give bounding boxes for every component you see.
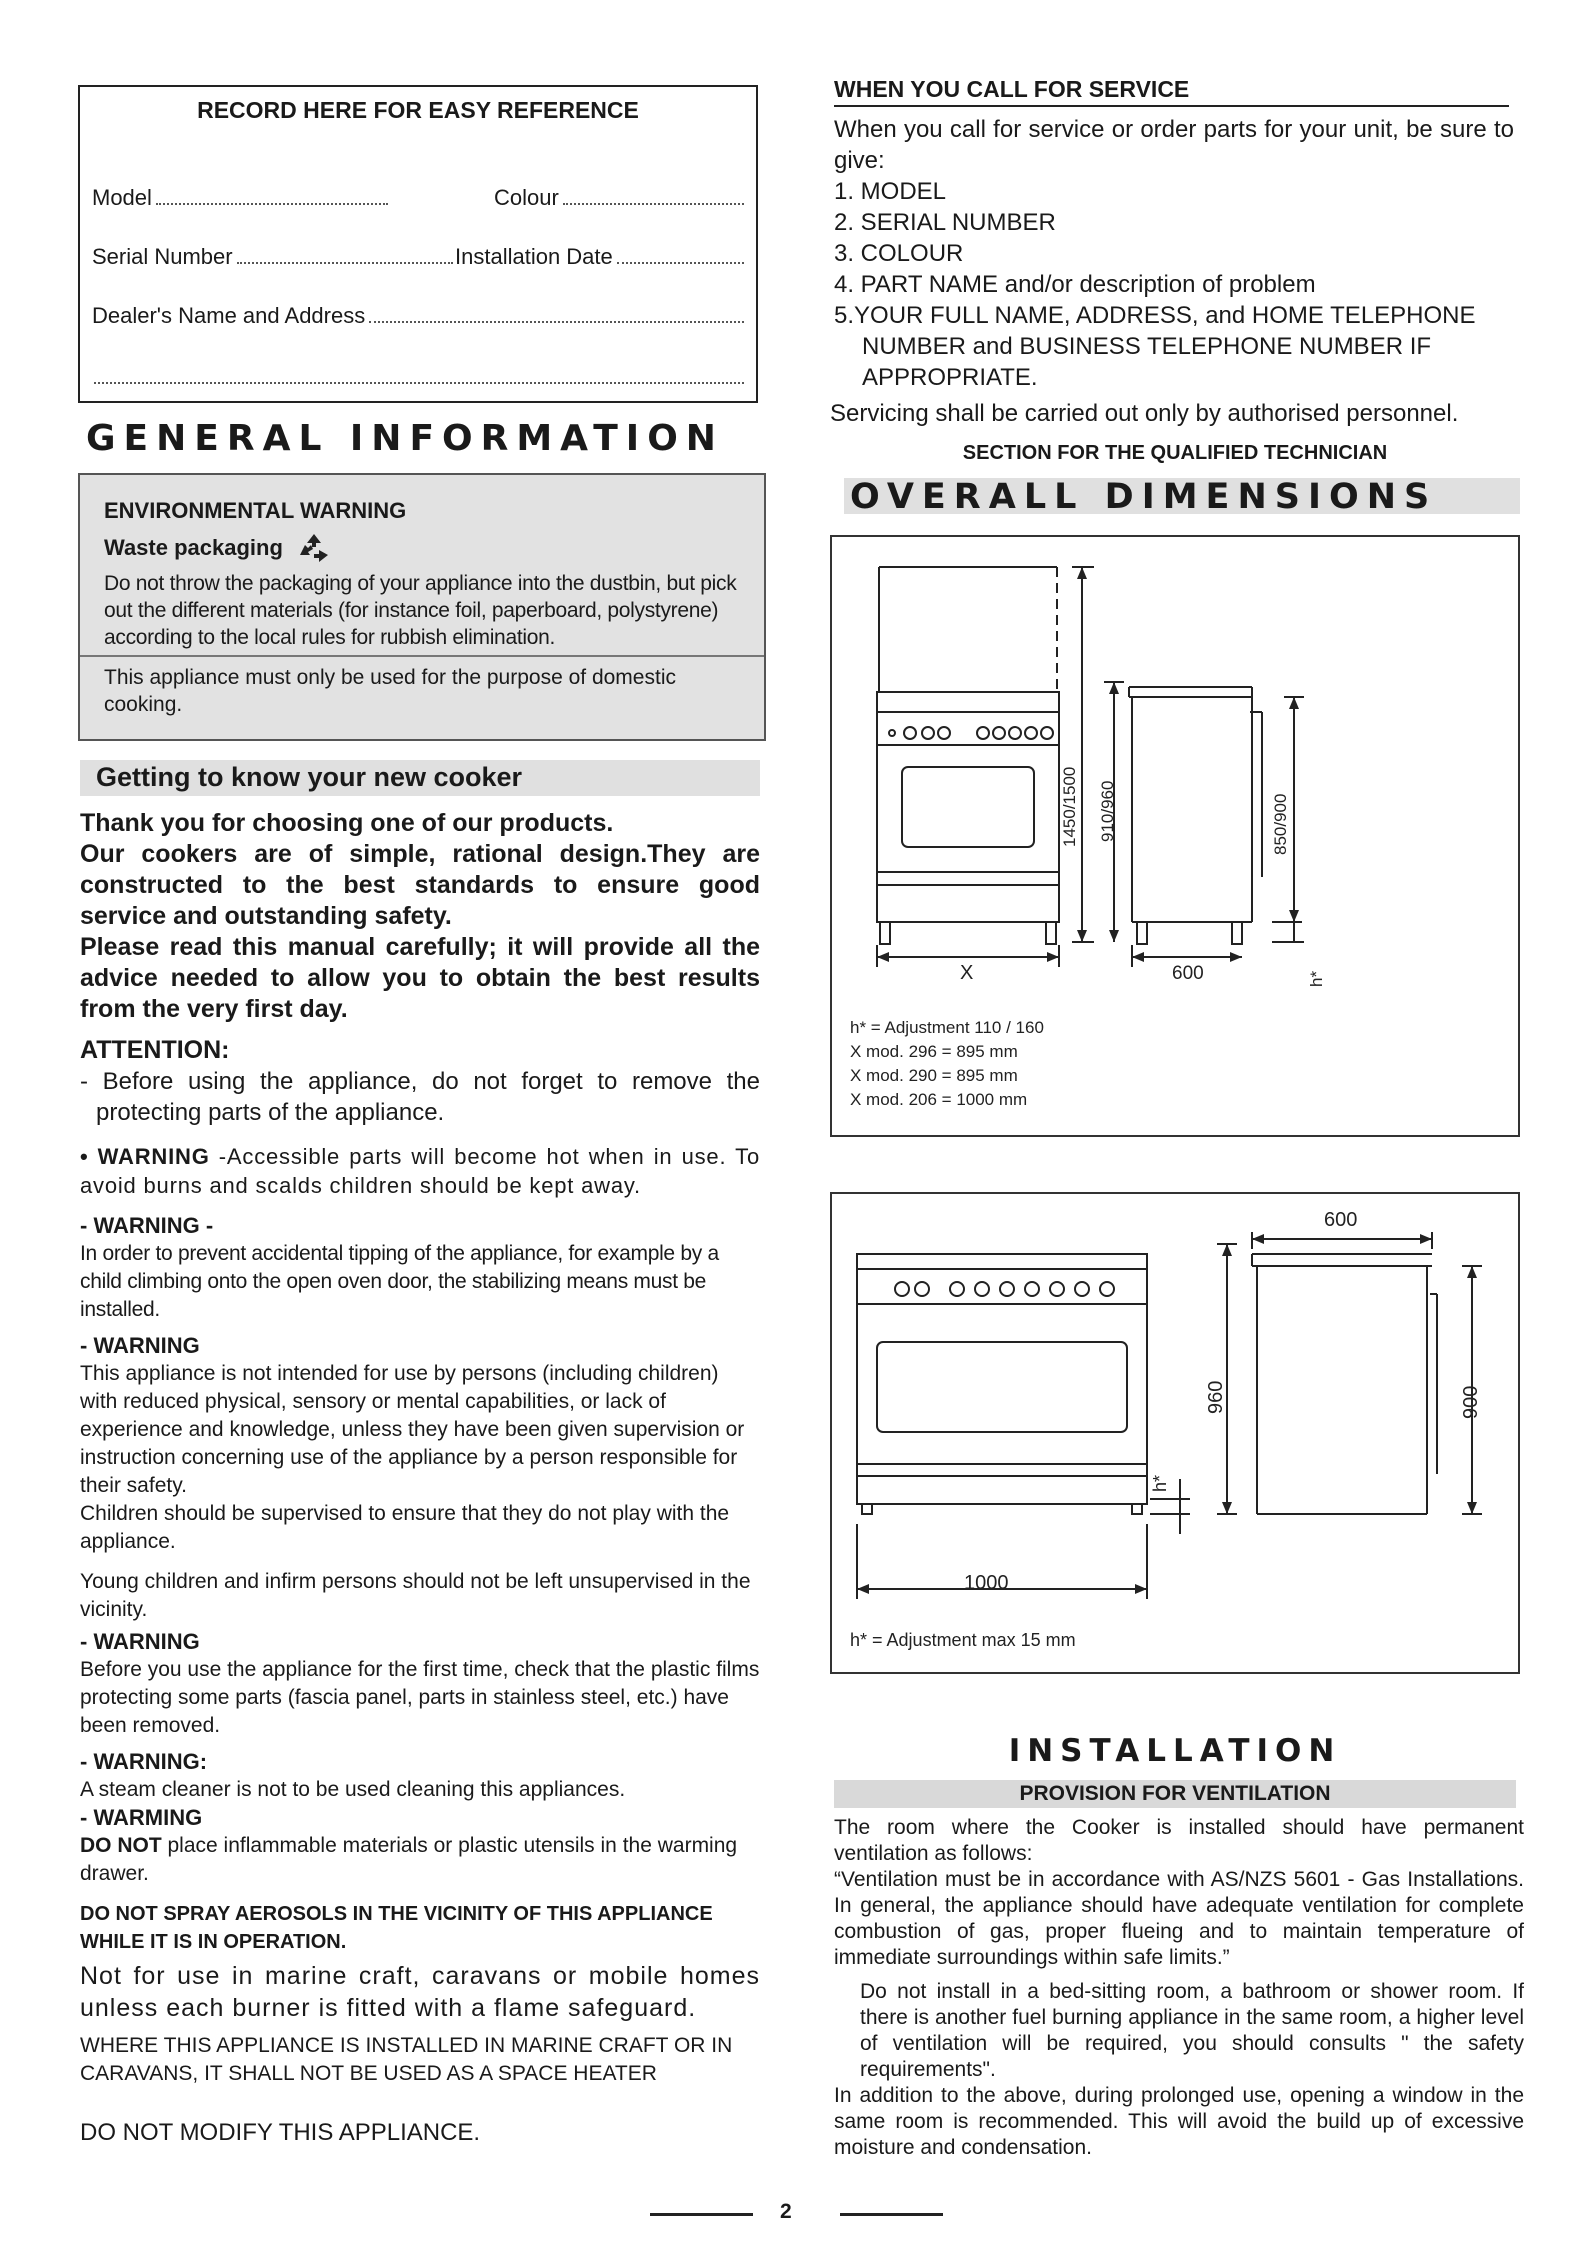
general-info-heading: GENERAL INFORMATION: [86, 418, 724, 459]
service-intro: When you call for service or order parts for your unit, be sure to give:: [834, 116, 1514, 174]
warning-films-text: Before you use the appliance for the first time, check that the plastic films protecting some parts (fascia panel, parts in stainless steel, etc.) have been removed.: [80, 1658, 760, 1737]
dealer-label: Dealer's Name and Address: [92, 303, 366, 328]
service-heading: WHEN YOU CALL FOR SERVICE: [834, 76, 1509, 107]
colour-field[interactable]: [563, 203, 744, 205]
warning-steam-title: - WARNING:: [80, 1749, 208, 1774]
warming-text: [80, 1832, 760, 1888]
warming-text-rest: place inflammable materials or plastic utensils in the warming drawer.: [80, 1834, 738, 1885]
service-item-3: 3. COLOUR: [834, 240, 964, 267]
footer-rule-right: [840, 2213, 943, 2216]
ventilation-p1: The room where the Cooker is installed should have permanent ventilation as follows:: [834, 1816, 1524, 1865]
dim-depth-label: 600: [1172, 963, 1204, 984]
warning-persons-title: - WARNING: [80, 1333, 200, 1358]
dealer-field[interactable]: [369, 321, 744, 323]
record-title: RECORD HERE FOR EASY REFERENCE: [197, 97, 639, 123]
marine-warning: Not for use in marine craft, caravans or mobile homes unless each burner is fitted with a flame safeguard.: [80, 1962, 760, 2022]
warming-title: - WARMING: [80, 1805, 203, 1830]
waste-title: Waste packaging: [104, 535, 283, 560]
colour-label: Colour: [494, 185, 559, 210]
service-body: [834, 114, 1514, 393]
service-item-4: 4. PART NAME and/or description of problem: [834, 271, 1316, 298]
page-number: 2: [780, 2200, 792, 2223]
do-not-modify: DO NOT MODIFY THIS APPLIANCE.: [80, 2119, 481, 2146]
marine-space-heater: WHERE THIS APPLIANCE IS INSTALLED IN MARINE CRAFT OR IN CARAVANS, IT SHALL NOT BE USED AS A SPACE HEATER: [80, 2034, 733, 2085]
environmental-box: [78, 473, 766, 741]
warning-tipping-title: - WARNING -: [80, 1213, 214, 1238]
ventilation-p3: Do not install in a bed-sitting room, a bathroom or shower room. If there is another fuel burning appliance in the same room, a higher level of ventilation will be required, you should consults " the safety requirements".: [860, 1980, 1524, 2081]
young-children-text: Young children and infirm persons should not be left unsupervised in the vicinity.: [80, 1570, 751, 1621]
note-line-1: h* = Adjustment 110 / 160: [850, 1018, 1044, 1037]
warning-accessible-text: -Accessible parts will become hot when in use. To avoid burns and scalds children should be kept away.: [80, 1144, 760, 1198]
aerosol-warning: DO NOT SPRAY AEROSOLS IN THE VICINITY OF THIS APPLIANCE WHILE IT IS IN OPERATION.: [80, 1903, 713, 1953]
ventilation-subheading: PROVISION FOR VENTILATION: [834, 1780, 1516, 1808]
intro-design: Our cookers are of simple, rational design.They are constructed to the best standards to ensure good service and outstanding safety.: [80, 840, 760, 930]
record-box: [78, 85, 758, 403]
technician-section: SECTION FOR THE QUALIFIED TECHNICIAN: [962, 442, 1388, 464]
dim-h-label: h*: [1307, 970, 1326, 987]
servicing-note: Servicing shall be carried out only by authorised personnel.: [830, 400, 1459, 427]
dim-height-label: 1450/1500: [1060, 766, 1079, 847]
warning-children-text: Children should be supervised to ensure that they do not play with the appliance.: [80, 1502, 730, 1553]
service-item-1: 1. MODEL: [834, 178, 947, 205]
attention-text: - Before using the appliance, do not forget to remove the protecting parts of the appliance.: [80, 1068, 760, 1126]
dimensions-diagram-2: [830, 1192, 1520, 1674]
getting-to-know-heading: Getting to know your new cooker: [80, 760, 760, 796]
dim2-900-label: 900: [1460, 1385, 1482, 1419]
env-divider: [80, 655, 764, 657]
dim2-depth-label: 600: [1324, 1209, 1358, 1231]
ventilation-p2: “Ventilation must be in accordance with AS/NZS 5601 - Gas Installations. In general, the appliance should have adequate ventilation for complete combustion of gas, proper flueing and to maintain temperature of immediate surroundings within safe limits.”: [834, 1868, 1524, 1969]
dimensions-diagram-1: [830, 535, 1520, 1137]
domestic-text: This appliance must only be used for the purpose of domestic cooking.: [104, 666, 676, 716]
intro-thanks: Thank you for choosing one of our products.: [80, 809, 614, 837]
install-date-field[interactable]: [617, 262, 744, 264]
warning-films-title: - WARNING: [80, 1629, 200, 1654]
waste-text: Do not throw the packaging of your appliance into the dustbin, but pick out the different materials (for instance foil, paperboard, polystyrene) according to the local rules for rubbish elimination.: [104, 572, 737, 649]
installation-heading: INSTALLATION: [1008, 1733, 1342, 1769]
installation-body: [834, 1815, 1524, 2161]
dim-width-label: X: [960, 962, 974, 984]
attention-title: ATTENTION:: [80, 1036, 230, 1064]
service-item-5-cont2: APPROPRIATE.: [862, 364, 1038, 391]
warning-tipping-text: In order to prevent accidental tipping of the appliance, for example by a child climbing onto the open oven door, the stabilizing means must be installed.: [80, 1242, 719, 1321]
service-item-2: 2. SERIAL NUMBER: [834, 209, 1056, 236]
serial-label: Serial Number: [92, 244, 233, 269]
recycle-icon: [297, 531, 331, 565]
footer-rule-left: [650, 2213, 753, 2216]
note-line-3: X mod. 290 = 895 mm: [850, 1066, 1018, 1085]
service-item-5: 5.YOUR FULL NAME, ADDRESS, and HOME TELEPHONE: [834, 302, 1476, 329]
warning-accessible-label: • WARNING: [80, 1144, 210, 1169]
service-item-5-cont: NUMBER and BUSINESS TELEPHONE NUMBER IF: [862, 333, 1432, 360]
warning-persons-text: This appliance is not intended for use by persons (including children) with reduced physical, sensory or mental capabilities, or lack of experience and knowledge, unless they have been given supervision or instruction concerning use of the appliance by a person responsible for their safety.: [80, 1362, 745, 1497]
dim2-960-label: 960: [1205, 1380, 1227, 1414]
dim2-h-label: h*: [1150, 1474, 1170, 1492]
dim2-note: h* = Adjustment max 15 mm: [850, 1630, 1076, 1650]
note-line-4: X mod. 206 = 1000 mm: [850, 1090, 1028, 1109]
dim2-width-label: 1000: [964, 1572, 1009, 1594]
left-body: [80, 808, 760, 2148]
dim-top-label: 910/960: [1098, 780, 1117, 842]
intro-read-manual: Please read this manual carefully; it will provide all the advice needed to allow you to obtain the best results from the very first day.: [80, 933, 760, 1023]
warning-accessible: [80, 1142, 760, 1200]
env-warning-title: ENVIRONMENTAL WARNING: [104, 498, 407, 523]
model-label: Model: [92, 185, 152, 210]
warning-steam-text: A steam cleaner is not to be used cleaning this appliances.: [80, 1778, 626, 1801]
dimensions-heading: OVERALL DIMENSIONS: [844, 478, 1520, 514]
dealer-field-line2[interactable]: [94, 382, 744, 384]
ventilation-p4: In addition to the above, during prolonged use, opening a window in the same room is recommended. This will avoid the build up of excessive moisture and condensation.: [834, 2084, 1524, 2159]
serial-field[interactable]: [237, 262, 453, 264]
note-line-2: X mod. 296 = 895 mm: [850, 1042, 1018, 1061]
warming-do-not: DO NOT: [80, 1834, 162, 1857]
model-field[interactable]: [156, 203, 388, 205]
install-date-label: Installation Date: [455, 244, 613, 269]
dim-side-label: 850/900: [1271, 793, 1290, 855]
